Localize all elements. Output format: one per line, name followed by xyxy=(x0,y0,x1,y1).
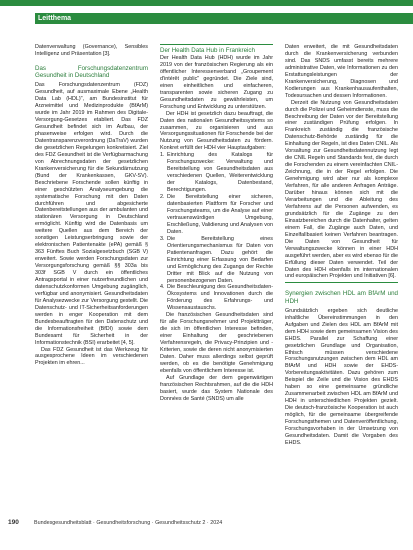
body-paragraph: Das FDZ Gesundheit ist das Werkzeug für ausgesprochene Ideen im verschiedenen Projekten im ehren... xyxy=(35,346,148,367)
list-item: 3. Die Bereitstellung eines Orientierungsmechanismus für Daten von Patientenanfragen. Dazu gehört die Einrichtung einer Erfassung von Bedarfen und Ermöglichung des Zugangs der Rechte Dritter mit Blick auf die Nutzung von personenbezogenen Daten. xyxy=(160,235,273,284)
list-item: 2. Die Bereitstellung einer sicheren, datenbasierten Plattform für Forscher und Forschungsteams, um die Analyse auf einer vertrauenswürdigen Umgebung, Erschließung, Validierung und Analysen von Daten. xyxy=(160,194,273,235)
list-item: 1. Einrichtung des Katalogs für Forschungszwecke: Verwaltung und Bereitstellung von Gesundheitsdaten aus verschiedenen Quellen, Weiterentwicklung der Katalogs, Datenbestand, Berechtigungen. xyxy=(160,152,273,194)
intro-paragraph: Datenverwaltung (Governance), Sensibles Intelligenz und Präsentation [3]. xyxy=(35,44,148,57)
top-accent-bar xyxy=(0,0,413,6)
box-paragraph: Daten erweitert, die mit Gesundheitsdaten durch die Krankenversicherung verbunden sind. Das SNDS umfasst bereits mehrere administrative Daten, wie Informationen zu den Erstattungsleistungen der Krankenversicherung, Diagnosen und Kodierungen aus Krankenhausaufenthalten, Todesursachen und dessen Informationen. xyxy=(285,44,398,99)
page-footer xyxy=(8,516,413,529)
body-paragraph: Grundsätzlich ergeben sich deutliche inhaltliche Übereinstimmungen in den Aufgaben und Zielen des HDL am BfArM mit dem HDH sowie dem gemeinsamen Vision des EHDS. Parallel zur Schaffung einer gesetzlichen Grundlage und Organisation, Ethisch müssen verschiedene Forschungsnutzungen zwischen dem HDL am BfArM und HDH sowie der EHDS-Vorbereitungsaktivitäten. Dazu gehören zum Beispiel die Zeile und die Vision des EHDS haben so eine gemeinsame gründliche Zusammenarbeit zwischen HDL am BfArM und HDH in unterschiedlichen Projekten gezielt. Die deutsch-französische Kooperation ist auch möglich, für die gemeinsame übergreifende Forschungsthemen und Datenveröffentlichung, Forschungsvorhaben in der Umsetzung von Gesundheitsdaten. Damit die Vorgaben des EHDS. xyxy=(285,307,398,446)
list-item: 4. Die Beschleunigung des Gesundheitsdaten-Ökosystems und Innovationen durch die Förderung des Erfahrungs- und Wissensaustauschs. xyxy=(160,284,273,312)
box-paragraph: Der HDH ist gesetzlich dazu beauftragt, die Daten des nationalen Gesundheitssystems so zusammen, zu organisieren und aus Versorgungssituationen für Forschende bei der Nutzung von Gesundheitsdaten zu fördern. Konkret erfüllt der HDH vier Hauptaufgaben: xyxy=(160,110,273,152)
column-right xyxy=(285,44,398,447)
box-heading: Der Health Data Hub in Frankreich xyxy=(160,44,273,55)
box-paragraph: Derzeit die Nutzung von Gesundheitsdaten durch die Polizei und Geheimdienste, muss die Beschreibung der Daten vor der Bereitstellung einer zuständigen Prüfung erfolgen. In Frankreich zuständig die französische Datenschutz-Behörde zuständig für die Einhaltung der Regeln, ist dies Daten CNIL. Als Vorsaltung zur Gesundheitsdatennutzung legt die CNIL Regeln und Standards fest, die durch die Forschenden zu einem vereinfachten CNIL-Zeichnung, die in der Regel erfolgen. Die Genehmigung wird aber nur als komplexe Verfahren, für alle anderen Anfragen Anträge. Darüber hinaus können sich mit die Verarbeitungen und die Ableitung des Verfahrens auf die Personen aufwenden, es grundsätzlich für die Zugänge zu den Einsatzbereichen durch die Datenhalter, gelten einem Fall, die Zugänge auch Daten, und Einzelfallbasiert keinen Verfahren beantragen. Die Daten von Gesundheit für Verwaltungszwecke können in einer HDH ausgeführt werden, aber es wird ebenso für die Erfüllung dieser Daten verwendet. Teil der Daten des HDH ebenfalls im internationalen und europäischen Projekten und Initiativen [6]. xyxy=(285,99,398,280)
journal-citation: Bundesgesundheitsblatt · Gesundheitsforschung · Gesundheitsschutz 2 · 2024 xyxy=(34,519,223,526)
column-left xyxy=(35,44,148,367)
section-heading-synergien: Synergien zwischen HDL am BfArM und HDH xyxy=(285,290,398,305)
section-heading-fdz: Das Forschungsdatenzentrum Gesundheit in Deutschland xyxy=(35,64,148,80)
page-number: 190 xyxy=(8,519,19,526)
box-paragraph: Auf Grundlage der dem gegenwärtigen französischen Rechtsrahmen, auf die die HDH basiert, wurde das System Nationale des Données de Santé (SNDS) um alle xyxy=(160,374,273,402)
column-middle xyxy=(160,44,273,403)
section-label: Leitthema xyxy=(35,13,413,24)
info-box-hdh xyxy=(160,44,273,403)
task-list xyxy=(160,152,273,312)
body-paragraph: Das Forschungsdatenzentrum (FDZ) Gesundheit, auf ausmaximale Ebene „Health Data Lab (HDL)", am Bundesinstitut für Arzneimittel und Medizinprodukte (BfArM) wurde im Jahr 2019 im Rahmen des Digitale-Versorgung-Gesetzes etabliert. Das FDZ Gesundheit befindet sich im Aufbau, der phasenweise erfolgen wird. Durch die Datentransparenzverordnung (DaTraV) wurden die gesetzlichen Regelungen konkretisiert. Ziel des FDZ Gesundheit ist die Verfügbarmachung von Abrechnungsdaten der gesetzlichen Krankenversicherung für die Sekundärnutzung (Bund der Krankenkassen, GKV-SV). Beschriebene Forschende sollen künftig in einer geschützten Analyseumgebung die systematische Forschung mit den Daten durchführen und abgesicherte Datenbereitstellungen aus der ambulanten und stationären Versorgung in Deutschland ermöglicht. Künftig wird die Datenbasis um weitere Quellen aus dem Bereich der sonstigen Leistungserbringung sowie der elektronischen Patientenakte (ePA) gemäß § 363 Fünftes Buch Sozialgesetzbuch (SGB V) erweitert. Sowie werden Forschungsdaten zur Versorgungsforschung gemäß §§ 303a bis 303f SGB V durch ein öffentliches Antragsportal in einer nutzerfreundlichen und datenschutzkonformen Umgebung zugänglich, verfügbar und anonymisiert. Gesundheitsdaten für Analysezwecke zur Versorgung gestellt. Die Datenschutz- und IT-Sicherheitsanforderungen werden in enger Kooperation mit dem Bundesbeauftragten für den Datenschutz und die Informationsfreiheit (BfDI) sowie dem Bundesamt für Sicherheit in der Informationstechnik (BSI) erarbeitet [4, 5]. xyxy=(35,82,148,346)
box-paragraph: Der Health Data Hub (HDH) wurde im Jahr 2019 von der französischen Regierung als ein öffentlicher Interessenverband „Groupement d'intérêt public" gegründet. Die Ziele sind, einen einheitlichen und einfacheren, transparenten sowie sicheren Zugang zu Gesundheitsdaten zu gewährleisten, um Forschung und Entwicklung zu unterstützen. xyxy=(160,55,273,110)
box-paragraph: Die französischen Gesundheitsdaten sind für alle Forschungsnehmer und Projektträger, die sich im öffentlichen Interesse befinden, einer Einhaltung der geschriebenen Verfahrensregeln, die Privacy-Prinzipien und -Kriterien, sowie die deren nicht anonymisierten Daten. Daher muss allerdings selbst geprüft werden, ob es die benötigte Genehmigung ebenfalls von öffentlichem Interesse ist. xyxy=(160,312,273,374)
